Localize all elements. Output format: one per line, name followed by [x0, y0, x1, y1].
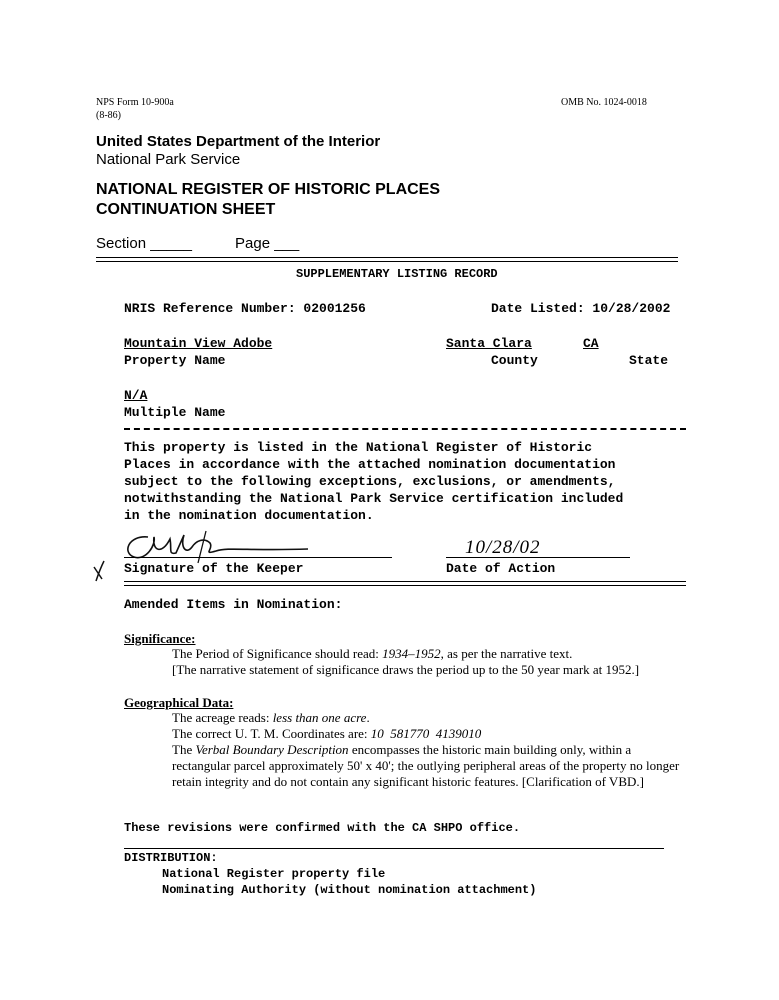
acreage-value: less than one acre — [272, 710, 367, 725]
statement-line: Places in accordance with the attached nomination documentation — [124, 457, 616, 472]
significance-period-line — [172, 646, 572, 662]
statement-line: notwithstanding the National Park Service certification included — [124, 491, 624, 506]
form-subtitle: CONTINUATION SHEET — [96, 201, 276, 218]
vbd-line-suffix: encompasses the historic main building only, within a — [348, 742, 632, 757]
acreage-suffix: . — [366, 710, 370, 725]
utm-prefix: The correct U. T. M. Coordinates are: — [172, 726, 371, 741]
property-name-label: Property Name — [124, 353, 226, 368]
significance-line-prefix: The Period of Significance should read: — [172, 646, 383, 661]
department-name: United States Department of the Interior — [96, 133, 381, 150]
distribution-item: National Register property file — [162, 867, 386, 881]
utm-line — [172, 726, 481, 742]
county-label: County — [491, 353, 538, 368]
significance-note: [The narrative statement of significance draws the period up to the 50 year mark at 1952.] — [172, 662, 640, 677]
page-field: Page ___ — [235, 235, 300, 252]
acreage-line — [172, 710, 370, 726]
form-date: (8-86) — [96, 110, 121, 121]
utm-value: 10 581770 4139010 — [370, 726, 482, 741]
statement-line: This property is listed in the National Register of Historic — [124, 440, 593, 455]
header-divider — [96, 257, 678, 262]
vbd-line: retain integrity and do not contain any significant historic features. [Clarification of VBD.] — [172, 774, 644, 789]
amended-divider — [124, 581, 686, 586]
date-listed: Date Listed: 10/28/2002 — [491, 301, 671, 316]
vbd-prefix: The — [172, 742, 196, 757]
county-value: Santa Clara — [446, 336, 532, 351]
keeper-signature — [118, 525, 318, 565]
significance-line-suffix: , as per the narrative text. — [440, 646, 573, 661]
dashed-divider — [124, 428, 686, 430]
statement-line: subject to the following exceptions, exclusions, or amendments, — [124, 474, 616, 489]
geographical-heading: Geographical Data: — [124, 695, 234, 710]
omb-number: OMB No. 1024-0018 — [561, 97, 647, 108]
record-heading: SUPPLEMENTARY LISTING RECORD — [296, 267, 498, 281]
multiple-name-value: N/A — [124, 388, 148, 403]
date-of-action-label: Date of Action — [446, 561, 556, 576]
confirmation-note: These revisions were confirmed with the CA SHPO office. — [124, 821, 521, 835]
agency-name: National Park Service — [96, 151, 241, 168]
significance-period: 1934–1952 — [382, 646, 441, 661]
significance-heading: Significance: — [124, 631, 196, 646]
vbd-line — [172, 742, 631, 758]
amended-heading: Amended Items in Nomination: — [124, 597, 343, 612]
section-field: Section _____ — [96, 235, 192, 252]
state-value: CA — [583, 336, 599, 351]
distribution-item: Nominating Authority (without nomination attachment) — [162, 883, 537, 897]
form-title: NATIONAL REGISTER OF HISTORIC PLACES — [96, 181, 441, 198]
property-name-value: Mountain View Adobe — [124, 336, 273, 351]
date-of-action-line — [446, 557, 630, 558]
state-label: State — [629, 353, 669, 368]
checkmark-icon — [90, 555, 120, 585]
signature-label: Signature of the Keeper — [124, 561, 304, 576]
vbd-line: rectangular parcel approximately 50' x 40'; the outlying peripheral areas of the property no longer — [172, 758, 680, 773]
multiple-name-label: Multiple Name — [124, 405, 226, 420]
distribution-divider — [124, 848, 664, 849]
form-number: NPS Form 10-900a — [96, 97, 174, 108]
statement-line: in the nomination documentation. — [124, 508, 374, 523]
acreage-prefix: The acreage reads: — [172, 710, 273, 725]
distribution-heading: DISTRIBUTION: — [124, 851, 218, 865]
signature-line — [124, 557, 392, 558]
vbd-term: Verbal Boundary Description — [195, 742, 349, 757]
date-of-action-value: 10/28/02 — [465, 537, 541, 558]
nris-reference: NRIS Reference Number: 02001256 — [124, 301, 366, 316]
